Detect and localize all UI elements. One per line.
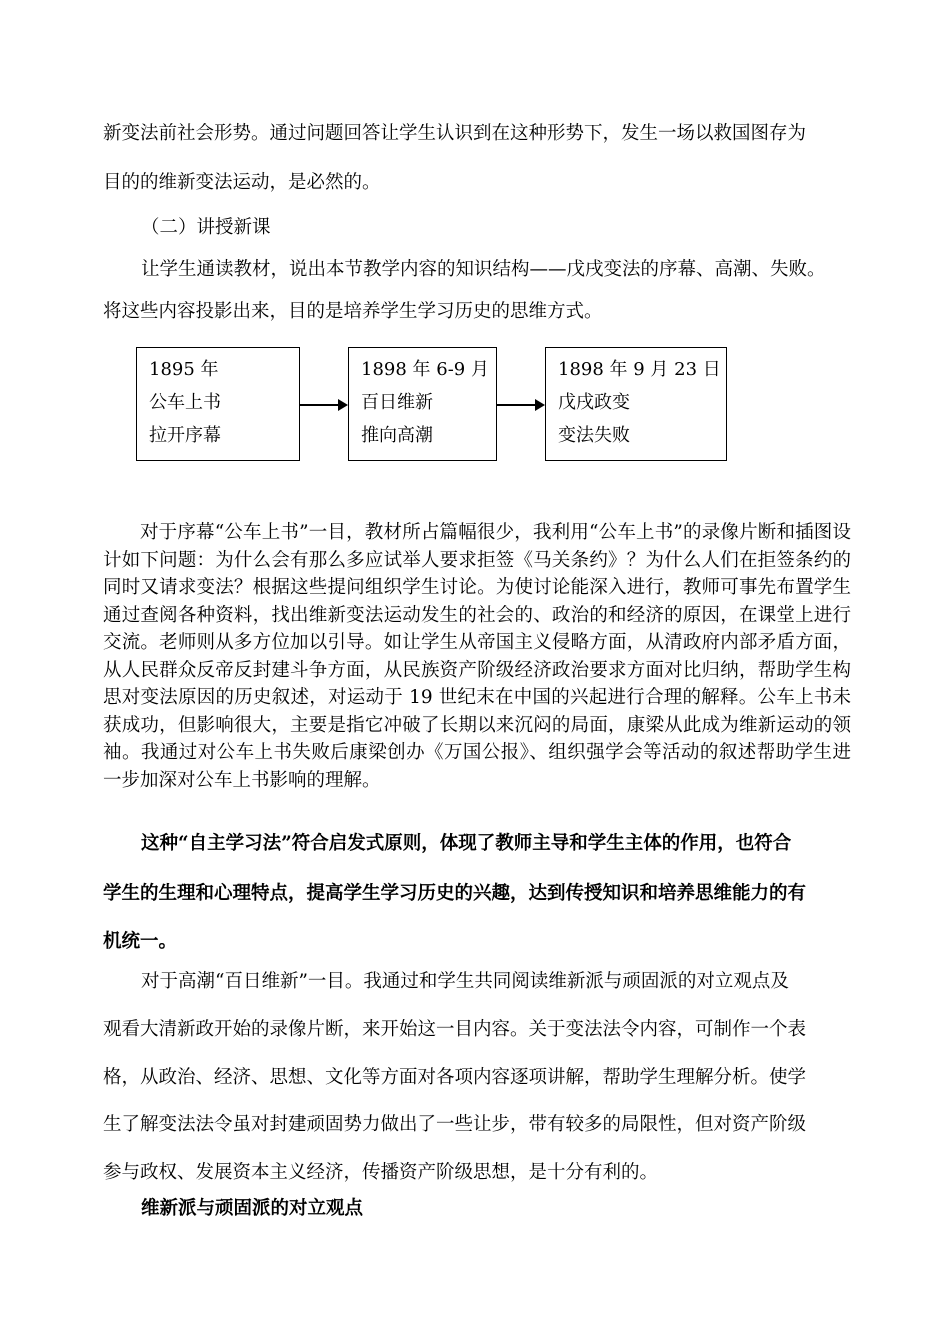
climax-line-1: 对于高潮“百日维新”一目。我通过和学生共同阅读维新派与顽固派的对立观点及: [141, 971, 789, 992]
flow-arrow-1: [300, 404, 346, 406]
flow-box-event: 百日维新: [361, 392, 433, 413]
final-heading: 维新派与顽固派的对立观点: [141, 1198, 364, 1219]
prelude-paragraph: 对于序幕“公车上书”一目，教材所占篇幅很少，我利用“公车上书”的录像片断和插图设计如下问题：为什么会有那么多应试举人要求拒签《马关条约》？为什么人们在拒签条约的同时又请求变法？根据这些提问组织学生讨论。为使讨论能深入进行，教师可事先布置学生通过查阅各种资料，找出维新变法运动发生的社会的、政治的和经济的原因，在课堂上进行交流。老师则从多方位加以引导。如让学生从帝国主义侵略方面，从清政府内部矛盾方面，从人民群众反帝反封建斗争方面，从民族资产阶级经济政治要求方面对比归纳，帮助学生构思对变法原因的历史叙述，对运动于 19 世纪末在中国的兴起进行合理的解释。公车上书未获成功，但影响很大，主要是指它冲破了长期以来沉闷的局面，康梁从此成为维新运动的领袖。我通过对公车上书失败后康梁创办《万国公报》、组织强学会等活动的叙述帮助学生进一步加深对公车上书影响的理解。: [103, 522, 851, 791]
flow-box-prelude: [136, 347, 300, 461]
bold-summary-line-3: 机统一。: [103, 931, 178, 952]
intro-line-2: 目的的维新变法运动，是必然的。: [103, 172, 381, 193]
flow-box-climax: [348, 347, 497, 461]
climax-line-3: 格，从政治、经济、思想、文化等方面对各项内容逐项讲解，帮助学生理解分析。使学: [103, 1067, 807, 1088]
reading-line-1: 让学生通读教材，说出本节教学内容的知识结构——戊戌变法的序幕、高潮、失败。: [141, 259, 826, 280]
flow-box-date: 1895 年: [149, 359, 219, 380]
bold-summary-line-2: 学生的生理和心理特点，提高学生学习历史的兴趣，达到传授知识和培养思维能力的有: [103, 883, 807, 904]
flow-arrow-2: [497, 404, 543, 406]
climax-line-2: 观看大清新政开始的录像片断，来开始这一目内容。关于变法法令内容，可制作一个表: [103, 1019, 807, 1040]
flow-box-date: 1898 年 6-9 月: [361, 359, 489, 380]
bold-summary-line-1: 这种“自主学习法”符合启发式原则，体现了教师主导和学生主体的作用，也符合: [141, 833, 792, 854]
flow-box-event: 公车上书: [149, 392, 221, 413]
intro-line-1: 新变法前社会形势。通过问题回答让学生认识到在这种形势下，发生一场以救国图存为: [103, 123, 807, 144]
flow-box-event: 戊戌政变: [558, 392, 630, 413]
flow-box-date: 1898 年 9 月 23 日: [558, 359, 721, 380]
flow-box-stage: 变法失败: [558, 425, 630, 446]
flow-box-failure: [545, 347, 727, 461]
reading-line-2: 将这些内容投影出来，目的是培养学生学习历史的思维方式。: [103, 301, 603, 322]
climax-line-5: 参与政权、发展资本主义经济，传播资产阶级思想，是十分有利的。: [103, 1162, 659, 1183]
section-heading: （二）讲授新课: [141, 217, 271, 238]
flow-box-stage: 拉开序幕: [149, 425, 221, 446]
climax-line-4: 生了解变法法令虽对封建顽固势力做出了一些让步，带有较多的局限性，但对资产阶级: [103, 1114, 807, 1135]
flow-box-stage: 推向高潮: [361, 425, 433, 446]
